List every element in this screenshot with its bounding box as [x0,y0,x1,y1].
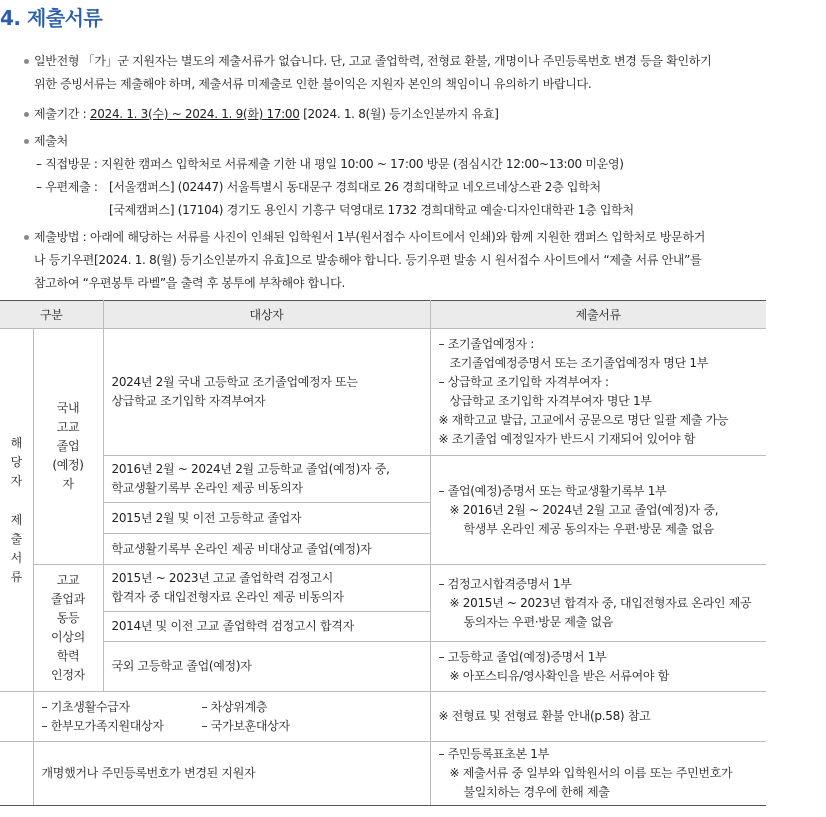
table-header-row [0,301,766,329]
header-category: 구분 [0,301,103,329]
place-label: 제출처 [34,134,68,148]
bullet-dot [24,235,29,240]
docs-welfare: ※ 전형료 및 전형료 환불 안내(p.58) 참고 [430,692,766,742]
target-ged-2015-2023: 2015년 ~ 2023년 고교 졸업학력 검정고시 합격자 중 대입전형자료 온라인 제공 비동의자 [103,565,430,612]
mail-seoul: [서울캠퍼스] (02447) 서울특별시 동대문구 경희대로 26 경희대학교 네오르네상스관 2층 입학처 [109,180,601,194]
bullet-period [24,103,784,126]
table-row [0,565,766,612]
target-non-online: 학교생활기록부 온라인 제공 비대상교 졸업(예정)자 [103,534,430,565]
table-row [0,329,766,456]
target-overseas: 국외 고등학교 졸업(예정)자 [103,642,430,692]
section-title: 4. 제출서류 [0,6,103,30]
header-target: 대상자 [103,301,430,329]
period-label: 제출기간 : [34,107,87,121]
table-row [0,742,766,806]
visit-line: – 직접방문 : 지원한 캠퍼스 입학처로 서류제출 기한 내 평일 10:00 ~ 17:00 방문 (점심시간 12:00~13:00 미운영) [36,157,624,171]
table-row [0,456,766,503]
bullet-method [24,226,784,295]
group-domestic: 국내 고교 졸업 (예정) 자 [33,329,103,565]
period-line [24,103,784,126]
docs-ged: – 검정고시합격증명서 1부 ※ 2015년 ~ 2023년 합격자 중, 대입전형자료 온라인 제공 동의자는 우편·방문 제출 없음 [430,565,766,642]
target-2015-before: 2015년 2월 및 이전 고등학교 졸업자 [103,503,430,534]
side-empty [0,742,33,806]
bullet-dot [24,139,29,144]
target-2016-2024: 2016년 2월 ~ 2024년 2월 고등학교 졸업(예정)자 중, 학교생활기록부 온라인 제공 비동의자 [103,456,430,503]
table-row [0,642,766,692]
docs-grad-cert: – 졸업(예정)증명서 또는 학교생활기록부 1부 ※ 2016년 2월 ~ 2024년 2월 고교 졸업(예정)자 중, 학생부 온라인 제공 동의자는 우편·방문 제출 없음 [430,456,766,565]
docs-name-change: – 주민등록표초본 1부 ※ 제출서류 중 일부와 입학원서의 이름 또는 주민번호가 불일치하는 경우에 한해 제출 [430,742,766,806]
header-documents: 제출서류 [430,301,766,329]
bullet-place [24,130,784,153]
method-line-2: 나 등기우편[2024. 1. 8(월) 등기소인분까지 유효]으로 발송해야 합니다. 등기우편 발송 시 원서접수 사이트에서 “제출 서류 안내”를 [34,253,702,267]
target-welfare: – 기초생활수급자 – 차상위계층 – 한부모가족지원대상자 – 국가보훈대상자 [33,692,430,742]
method-line-1: 제출방법 : 아래에 해당하는 서류를 사진이 인쇄된 입학원서 1부(원서접수 사이트에서 인쇄)와 함께 지원한 캠퍼스 입학처로 방문하거 [34,230,706,244]
documents-table [0,300,766,806]
mail-global: [국제캠퍼스] (17104) 경기도 용인시 기흥구 덕영대로 1732 경희대학교 예술·디자인대학관 1층 입학처 [109,203,634,217]
bullet-dot [24,112,29,117]
target-early-grad: 2024년 2월 국내 고등학교 조기졸업예정자 또는 상급학교 조기입학 자격부여자 [103,329,430,456]
bullet-dot [24,59,29,64]
general-line-2: 위한 증빙서류는 제출해야 하며, 제출서류 미제출로 인한 불이익은 지원자 본인의 책임이니 유의하기 바랍니다. [34,77,592,91]
mail-label: – 우편제출 : [36,180,98,194]
general-line-1: 일반전형 「가」군 지원자는 별도의 제출서류가 없습니다. 단, 고교 졸업학력, 전형료 환불, 개명이나 주민등록번호 변경 등을 확인하기 [34,54,712,68]
group-equivalent: 고교 졸업과 동등 이상의 학력 인정자 [33,565,103,692]
target-ged-2014-before: 2014년 및 이전 고교 졸업학력 검정고시 합격자 [103,612,430,642]
table-row [0,692,766,742]
method-line-3: 참고하여 “우편봉투 라벨”을 출력 후 봉투에 부착해야 합니다. [34,276,345,290]
period-value: 2024. 1. 3(수) ~ 2024. 1. 9(화) 17:00 [89,107,300,121]
bullet-general [24,50,784,96]
target-name-change: 개명했거나 주민등록번호가 변경된 지원자 [33,742,430,806]
period-note: [2024. 1. 8(월) 등기소인분까지 유효] [303,107,499,121]
side-category: 해 당 자 제 출 서 류 [0,329,33,692]
side-empty [0,692,33,742]
docs-early-grad: – 조기졸업예정자 : 조기졸업예정증명서 또는 조기졸업예정자 명단 1부 – 상급학교 조기입학 자격부여자 : 상급학교 조기입학 자격부여자 명단 1부 ※ 재학고교 발급, 고교에서 공문으로 명단 일괄 제출 가능 ※ 조기졸업 예정일자가 반드시 기재되어 있어야 함 [430,329,766,456]
docs-overseas: – 고등학교 졸업(예정)증명서 1부 ※ 아포스티유/영사확인을 받은 서류여야 함 [430,642,766,692]
